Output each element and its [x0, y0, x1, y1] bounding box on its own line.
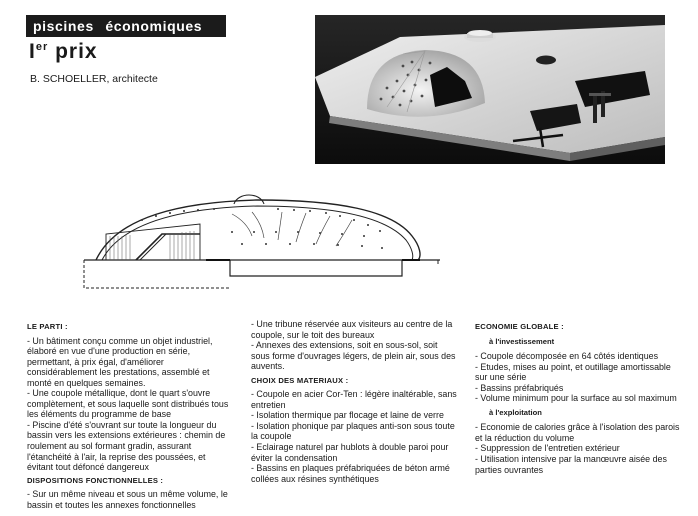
- text-column-1: [27, 319, 233, 510]
- list-item: - Isolation phonique par plaques anti-son sous toute la coupole: [251, 420, 455, 442]
- heading-dispositions: DISPOSITIONS FONCTIONNELLES :: [27, 475, 164, 485]
- subheading-investissement: à l'investissement: [489, 336, 555, 346]
- text-column-2: [251, 319, 458, 484]
- list-item: - Bassins en plaques préfabriquées de béton armé collées aux résines synthétiques: [251, 463, 450, 484]
- model-photo-illustration: [315, 15, 665, 164]
- list-item: - Une coupole métallique, dont le quart s'ouvre complètement, et sous laquelle sont distribués tous les éléments du programme de base: [27, 388, 229, 420]
- list-item: - Isolation thermique par flocage et laine de verre: [251, 410, 444, 421]
- text-column-3: [475, 319, 682, 475]
- prize-title-word: prix: [55, 40, 98, 63]
- prize-title-main: I: [29, 40, 36, 63]
- list-item: - Eclairage naturel par hublots à double paroi pour éviter la condensation: [251, 442, 449, 463]
- heading-economie-globale: ECONOMIE GLOBALE :: [475, 322, 564, 331]
- list-item: - Sur un même niveau et sous un même volume, le bassin et toutes les annexes fonctionnelles: [27, 489, 228, 510]
- prize-title-superscript: er: [35, 41, 49, 53]
- list-item: - Coupole décomposée en 64 côtés identiques: [475, 351, 659, 362]
- model-photograph: [315, 15, 665, 164]
- architect-credit: B. SCHOELLER, architecte: [30, 73, 158, 85]
- heading-materiaux: CHOIX DES MATERIAUX :: [251, 375, 349, 385]
- list-item: - Volume minimum pour la surface au sol maximum: [475, 393, 677, 404]
- list-item: - Coupole en acier Cor-Ten : légère inaltérable, sans entretien: [251, 389, 457, 410]
- section-tag: piscines économiques: [26, 15, 226, 37]
- list-item: - Une tribune réservée aux visiteurs au centre de la coupole, sur le toit des bureaux: [251, 319, 453, 340]
- heading-le-parti: LE PARTI :: [27, 322, 68, 331]
- list-item: - Piscine d'été s'ouvrant sur toute la longueur du bassin vers les extensions extérieures : chemin de roulement au sol formant gradin, assurant l'étanchéité à l'air, la reprise des poussées, et évitant tout défoncé dangereux: [27, 419, 226, 473]
- list-item: - Un bâtiment conçu comme un objet industriel, élaboré en vue d'une production en série, permettant, à prix égal, d'améliorer considérablement les prestations, assemblé et monté en quelques semaines.: [27, 335, 213, 388]
- section-drawing: [82, 186, 442, 292]
- list-item: - Etudes, mises au point, et outillage amortissable sur une série: [475, 361, 671, 383]
- list-item: - Economie de calories grâce à l'isolation des parois et la réduction du volume: [475, 422, 680, 443]
- prize-title: [29, 40, 98, 64]
- subheading-exploitation: à l'exploitation: [489, 407, 542, 417]
- list-item: - Utilisation intensive par la manœuvre aisée des parties ouvrantes: [475, 454, 667, 475]
- list-item: - Annexes des extensions, soit en sous-sol, soit sous forme d'ouvrages légers, de plein air, sous des auvents.: [251, 340, 456, 372]
- list-item: - Bassins préfabriqués: [475, 382, 564, 393]
- list-item: - Suppression de l'entretien extérieur: [475, 443, 620, 454]
